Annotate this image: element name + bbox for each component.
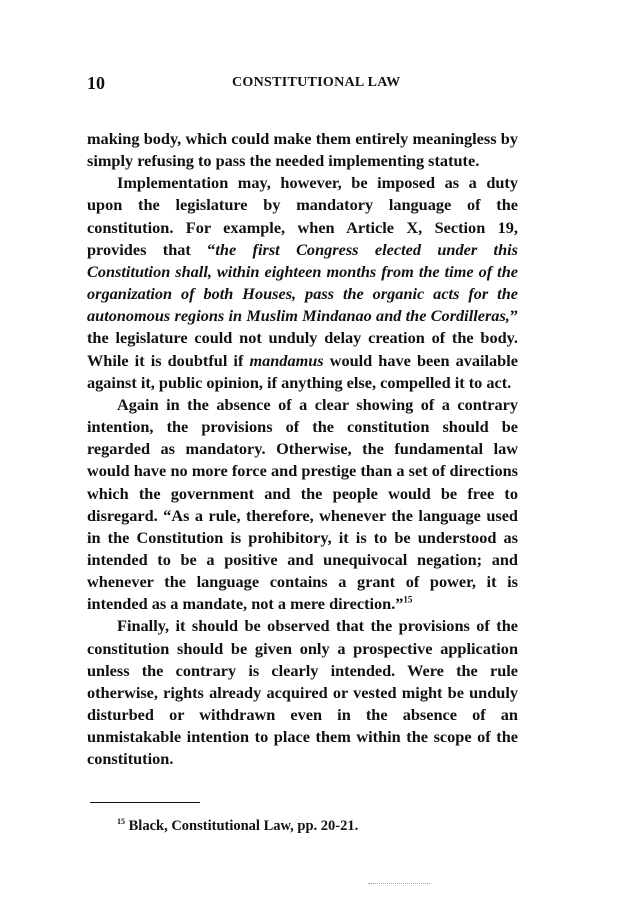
page-number: 10 <box>87 73 105 93</box>
paragraph-1 <box>87 128 518 172</box>
paragraph-3-text: Again in the absence of a clear showing of a contrary intention, the provisions of the constitution should be regarded as mandatory. Otherwise, the fundamental law would have no more force and prestige than a set of directions which the government and the people would be free to disregard. “As a rule, therefore, whenever the language used in the Constitution is prohibitory, it is to be understood as intended to be a positive and unequivocal negation; and whenever the language contains a grant of power, it is intended as a mandate, not a mere direction.” <box>87 394 518 614</box>
paragraph-2 <box>87 172 518 394</box>
paragraph-4 <box>87 615 518 770</box>
running-head: CONSTITUTIONAL LAW <box>232 75 401 90</box>
body-text <box>87 128 518 771</box>
paragraph-3 <box>87 394 518 616</box>
footnote-text: Black, Constitutional Law, pp. 20-21. <box>125 818 359 834</box>
paragraph-2-text-before: Implementation may, however, be imposed as a duty upon the legislature by mandatory language of the constitution. For example, when Article X, Section 19, provides that “ <box>87 173 518 259</box>
paragraph-2-text-middle: ” the legislature could not unduly delay creation of the body. While it is doubtful if <box>87 306 518 370</box>
footnote-number: 15 <box>117 817 125 827</box>
paragraph-1-text: making body, which could make them entirely meaningless by simply refusing to pass the needed implementing statute. <box>87 129 518 171</box>
footnote-divider <box>90 802 200 803</box>
footnote-reference[interactable]: 15 <box>403 594 413 605</box>
paragraph-2-text-after: would have been available against it, public opinion, if anything else, compelled it to act. <box>87 350 518 392</box>
paragraph-4-text: Finally, it should be observed that the provisions of the constitution should be given only a prospective application unless the contrary is clearly intended. Were the rule otherwise, rights already acquired or vested might be unduly disturbed or withdrawn even in the absence of an unmistakable intention to place them within the scope of the constitution. <box>87 616 518 769</box>
scan-artifact-mark <box>368 879 430 884</box>
footnote <box>117 816 358 836</box>
mandamus-term: mandamus <box>249 350 324 370</box>
constitution-quote: the first Congress elected under this Constitution shall, within eighteen months from the time of the organization of both Houses, pass the organic acts for the autonomous regions in Muslim Mindanao and the Cordilleras, <box>87 239 518 326</box>
page-header <box>87 73 527 97</box>
